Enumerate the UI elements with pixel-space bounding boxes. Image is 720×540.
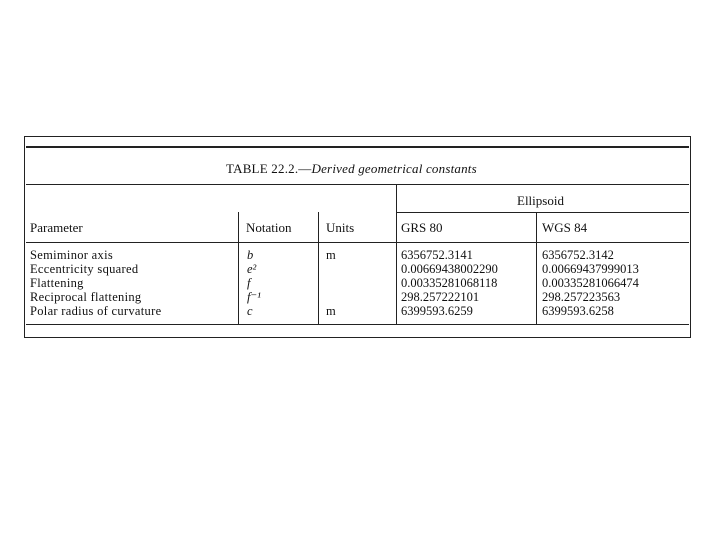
table-row [0,304,720,318]
cell-units: m [326,304,336,318]
cell-wgs84: 0.00669437999013 [542,262,639,276]
column-header-grs80: GRS 80 [401,220,443,235]
cell-grs80: 6356752.3141 [401,248,473,262]
cell-wgs84: 0.00335281066474 [542,276,639,290]
cell-wgs84: 6356752.3142 [542,248,614,262]
table-bottom-rule [26,324,689,325]
header-rule [26,242,689,243]
cell-grs80: 0.00669438002290 [401,262,498,276]
table-row [0,276,720,290]
cell-grs80: 0.00335281068118 [401,276,498,290]
cell-parameter: Semiminor axis [30,248,114,262]
table-row [0,248,720,262]
cell-notation: c [247,304,253,318]
cell-grs80: 298.257222101 [401,290,480,304]
cell-parameter: Flattening [30,276,84,290]
ellipsoid-group-header: Ellipsoid [517,193,564,208]
cell-parameter: Reciprocal flattening [30,290,142,304]
cell-grs80: 6399593.6259 [401,304,473,318]
table-title-prefix: TABLE 22.2.— [226,161,312,176]
column-header-notation: Notation [246,220,292,235]
table-top-rule [26,146,689,148]
table-row [0,290,720,304]
cell-units: m [326,248,336,262]
column-header-parameter: Parameter [30,220,83,235]
table-title [226,161,477,177]
cell-notation: e² [247,262,257,276]
cell-wgs84: 298.257223563 [542,290,621,304]
cell-parameter: Polar radius of curvature [30,304,162,318]
group-header-rule [396,212,689,213]
cell-wgs84: 6399593.6258 [542,304,614,318]
table-row [0,262,720,276]
cell-notation: f⁻¹ [247,290,261,304]
title-rule [26,184,689,185]
table-title-caption: Derived geometrical constants [311,161,477,176]
cell-notation: b [247,248,254,262]
column-header-units: Units [326,220,355,235]
column-header-wgs84: WGS 84 [542,220,588,235]
cell-parameter: Eccentricity squared [30,262,139,276]
cell-notation: f [247,276,251,290]
